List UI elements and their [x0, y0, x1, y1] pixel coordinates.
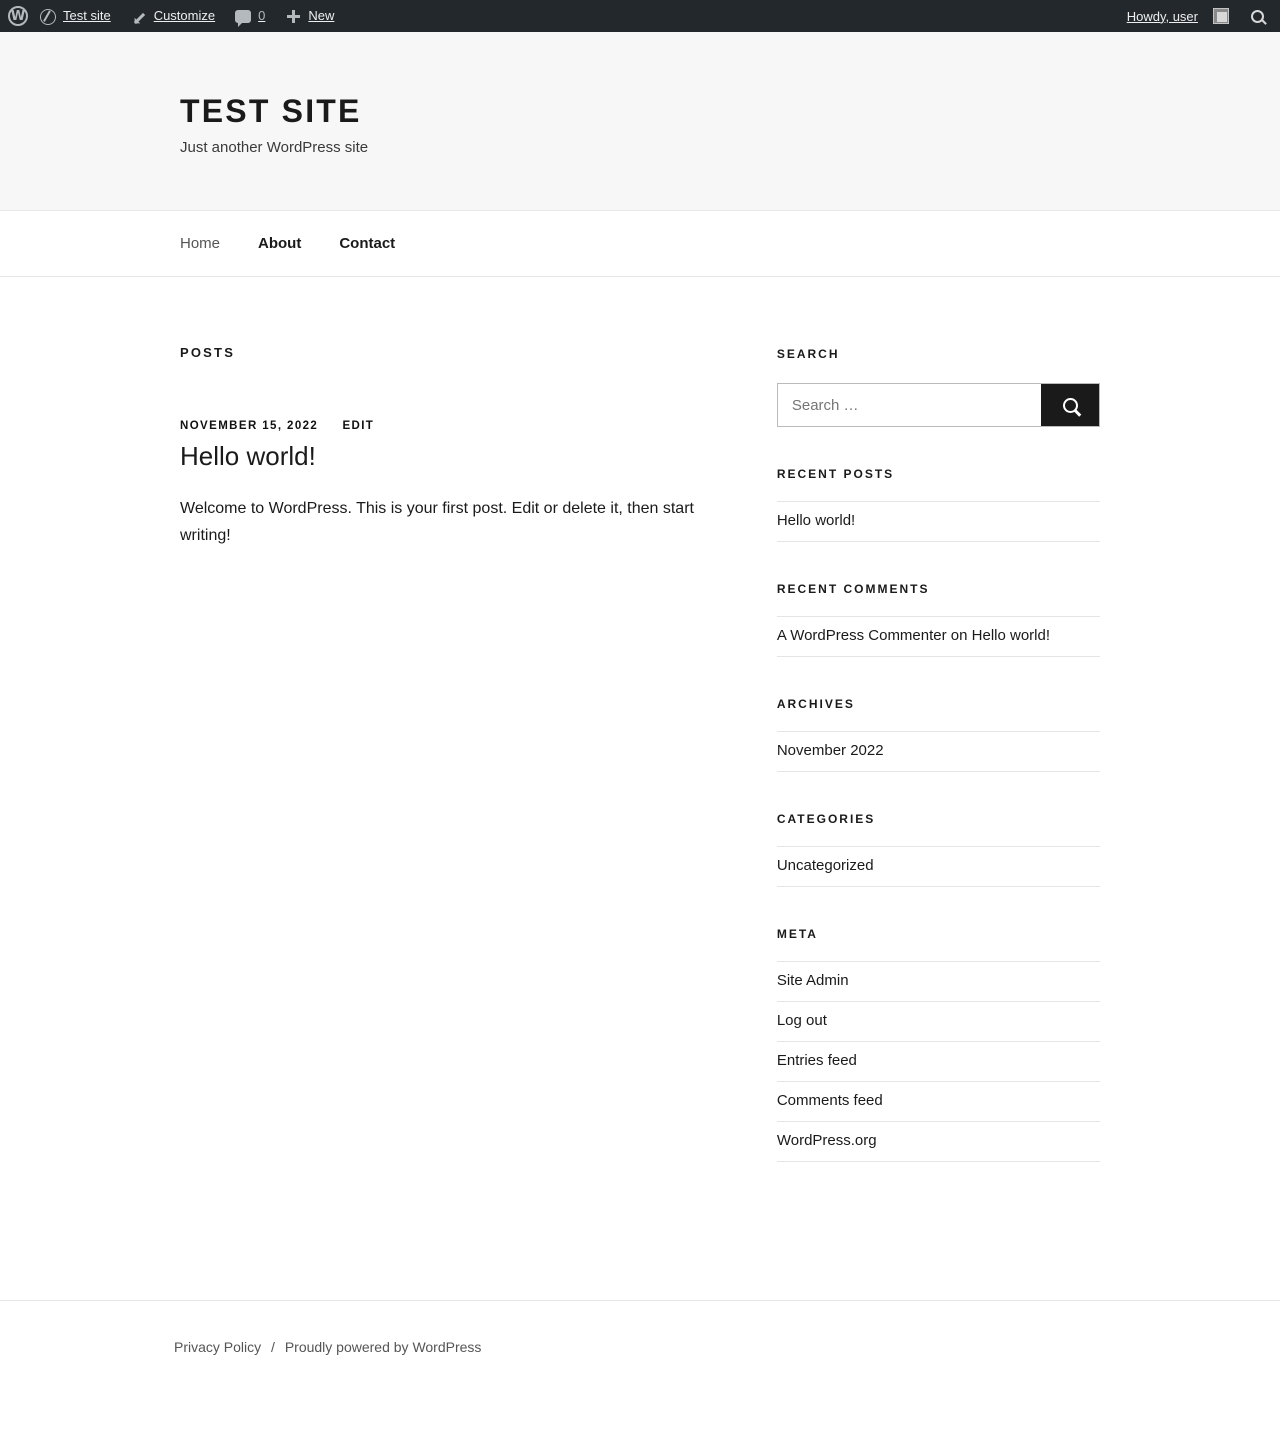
- list-item[interactable]: [777, 1002, 1100, 1042]
- content-area: [180, 277, 1100, 1202]
- adminbar-customize-label: Customize: [153, 8, 216, 23]
- list-item[interactable]: [777, 846, 1100, 887]
- meta-link-site-admin[interactable]: Site Admin: [776, 972, 849, 990]
- plus-icon: [285, 8, 301, 24]
- adminbar-site-name-label: Test site: [63, 8, 111, 23]
- post-date-link[interactable]: NOVEMBER 15, 2022: [180, 420, 319, 433]
- pencil-icon: [131, 8, 147, 24]
- post-edit-link[interactable]: EDIT: [342, 420, 375, 433]
- category-link[interactable]: Uncategorized: [776, 857, 874, 875]
- list-item[interactable]: [777, 731, 1100, 772]
- widget-categories: [777, 812, 1100, 887]
- site-header: [0, 32, 1280, 211]
- nav-link-about[interactable]: About: [258, 235, 302, 253]
- comment-on-word: on: [950, 627, 968, 645]
- list-item[interactable]: [777, 501, 1100, 542]
- search-input[interactable]: [778, 384, 1041, 426]
- widget-title-recent-posts: RECENT POSTS: [776, 467, 895, 482]
- page-title: POSTS: [180, 345, 236, 361]
- widget-meta: [777, 927, 1100, 1162]
- footer-separator: /: [271, 1339, 275, 1356]
- footer-inner: [90, 1339, 1190, 1355]
- recent-posts-list: [777, 501, 1100, 542]
- meta-link-comments-feed[interactable]: Comments feed: [776, 1092, 883, 1110]
- adminbar-search-button[interactable]: [1241, 10, 1280, 23]
- avatar: [1213, 8, 1229, 24]
- nav-item-contact[interactable]: [339, 235, 395, 253]
- comment-bubble-icon: [235, 10, 251, 23]
- post-content: [180, 496, 737, 549]
- site-footer: [0, 1300, 1280, 1395]
- adminbar-comments[interactable]: [225, 0, 275, 32]
- list-item: [777, 616, 1100, 657]
- search-form: [777, 383, 1100, 427]
- widget-recent-comments: [777, 582, 1100, 657]
- categories-list: [777, 846, 1100, 887]
- widget-title-archives: ARCHIVES: [776, 697, 855, 712]
- archives-list: [777, 731, 1100, 772]
- adminbar-comment-count: 0: [258, 8, 266, 23]
- widget-search: [777, 347, 1100, 427]
- comment-author[interactable]: A WordPress Commenter: [776, 627, 947, 645]
- primary-content: [180, 345, 777, 1202]
- nav-link-home[interactable]: Home: [180, 235, 221, 253]
- widget-title-categories: CATEGORIES: [776, 812, 876, 827]
- widget-archives: [777, 697, 1100, 772]
- list-item[interactable]: [777, 961, 1100, 1002]
- site-title[interactable]: TEST SITE: [180, 93, 362, 129]
- post-meta: [180, 420, 737, 432]
- recent-post-link[interactable]: Hello world!: [776, 512, 856, 530]
- wordpress-logo-icon[interactable]: W: [8, 6, 28, 26]
- post-excerpt: Welcome to WordPress. This is your first post. Edit or delete it, then start writing!: [180, 500, 694, 544]
- search-submit-button[interactable]: [1041, 384, 1099, 426]
- adminbar-howdy-label: Howdy, user: [1126, 8, 1198, 24]
- post-title-text: Hello world!: [180, 441, 316, 472]
- post-article: [180, 420, 737, 549]
- main-navigation: [0, 211, 1280, 277]
- widget-title-recent-comments: RECENT COMMENTS: [776, 582, 930, 597]
- widget-recent-posts: [777, 467, 1100, 542]
- list-item[interactable]: [777, 1082, 1100, 1122]
- meta-link-entries-feed[interactable]: Entries feed: [776, 1052, 857, 1070]
- house-icon: [38, 7, 56, 25]
- meta-list: [777, 961, 1100, 1162]
- archive-link[interactable]: November 2022: [776, 742, 884, 760]
- adminbar-new-label: New: [308, 8, 335, 23]
- nav-link-contact[interactable]: Contact: [339, 235, 396, 253]
- recent-comments-list: [777, 616, 1100, 657]
- nav-item-about[interactable]: [258, 235, 301, 253]
- nav-item-home[interactable]: [180, 235, 220, 253]
- widget-title-meta: META: [776, 927, 818, 942]
- post-title[interactable]: [180, 440, 737, 474]
- adminbar-new-content[interactable]: [275, 0, 344, 32]
- privacy-policy-link[interactable]: Privacy Policy: [174, 1339, 262, 1356]
- powered-by-link[interactable]: Proudly powered by WordPress: [284, 1339, 482, 1356]
- adminbar-right-group: [1109, 0, 1280, 32]
- widget-title-search: SEARCH: [776, 347, 840, 362]
- search-icon: [1063, 398, 1078, 413]
- meta-link-wordpress-org[interactable]: WordPress.org: [776, 1132, 877, 1150]
- list-item[interactable]: [777, 1122, 1100, 1162]
- adminbar-site-name[interactable]: [28, 0, 121, 32]
- sidebar: [777, 345, 1100, 1202]
- meta-link-log-out[interactable]: Log out: [776, 1012, 827, 1030]
- list-item[interactable]: [777, 1042, 1100, 1082]
- adminbar-my-account[interactable]: [1109, 0, 1241, 32]
- admin-bar: [0, 0, 1280, 32]
- comment-post-link[interactable]: Hello world!: [971, 627, 1051, 645]
- nav-list: [180, 211, 1100, 277]
- adminbar-customize[interactable]: [121, 0, 225, 32]
- search-icon: [1251, 10, 1264, 23]
- site-tagline: Just another WordPress site: [180, 139, 369, 157]
